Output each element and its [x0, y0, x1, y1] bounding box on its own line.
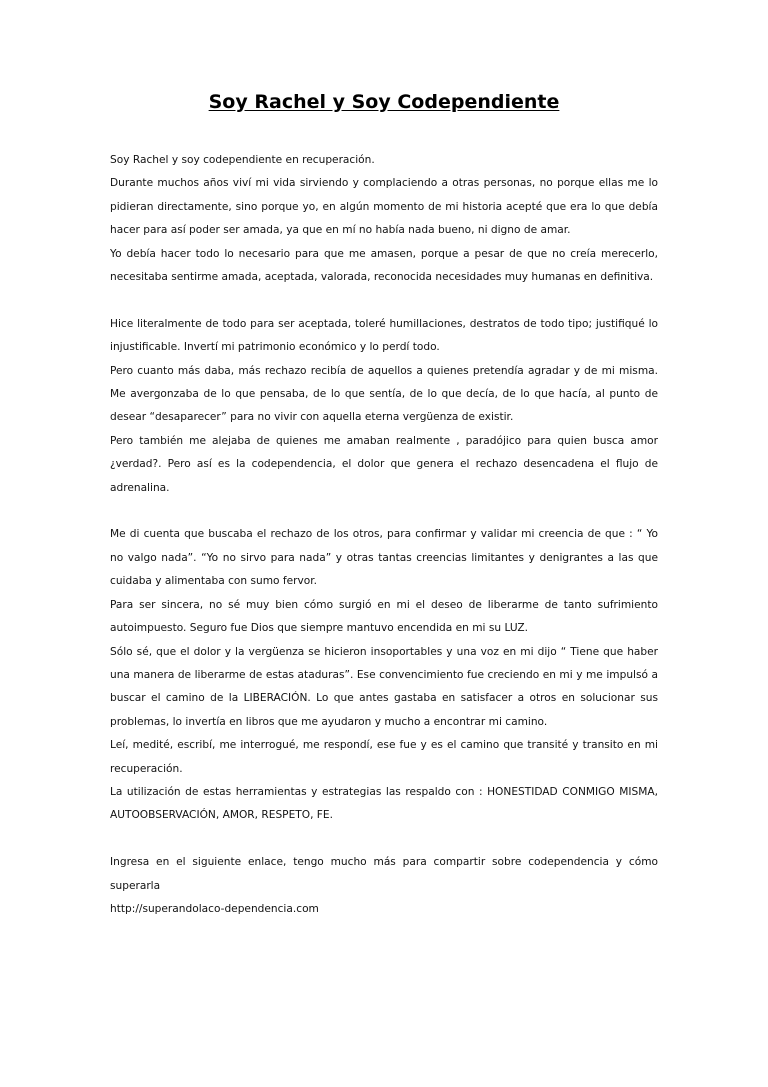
paragraph: Hice literalmente de todo para ser aceptada, toleré humillaciones, destratos de todo tipo; justifiqué lo injustificable. Invertí mi patrimonio económico y lo perdí todo. — [110, 317, 658, 354]
paragraph: Sólo sé, que el dolor y la vergüenza se hicieron insoportables y una voz en mi dijo “ Tiene que haber una manera de liberarme de estas ataduras”. Ese convencimiento fue creciendo en mi y me impulsó a buscar el camino de la LIBERACIÓN. Lo que antes gastaba en satisfacer a otros en solucionar sus problemas, lo invertía en libros que me ayudaron y mucho a encontrar mi camino. — [110, 645, 658, 728]
paragraph-gap — [110, 289, 658, 312]
paragraph-gap — [110, 500, 658, 523]
paragraph: La utilización de estas herramientas y estrategias las respaldo con : HONESTIDAD CONMIGO MISMA, AUTOOBSERVACIÓN, AMOR, RESPETO, FE. — [110, 785, 658, 822]
paragraph-gap — [110, 828, 658, 851]
paragraph: Ingresa en el siguiente enlace, tengo mucho más para compartir sobre codependencia y cómo superarla — [110, 856, 658, 892]
paragraph: Leí, medité, escribí, me interrogué, me respondí, ese fue y es el camino que transité y transito en mi recuperación. — [110, 739, 658, 775]
link-text: http://superandolaco-dependencia.com — [110, 902, 319, 915]
paragraph: Soy Rachel y soy codependiente en recuperación. — [110, 154, 375, 166]
paragraph: Yo debía hacer todo lo necesario para que me amasen, porque a pesar de que no creía merecerlo, necesitaba sentirme amada, aceptada, valorada, reconocida necesidades muy humanas en definitiva. — [110, 247, 658, 284]
paragraph: Pero cuanto más daba, más rechazo recibía de aquellos a quienes pretendía agradar y de mi misma. Me avergonzaba de lo que pensaba, de lo que sentía, de lo que decía, de lo que hacía, al punto de desear “desaparecer” para no vivir con aquella eterna vergüenza de existir. — [110, 364, 658, 424]
document-title: Soy Rachel y Soy Codependiente — [208, 91, 560, 113]
paragraph: Durante muchos años viví mi vida sirviendo y complaciendo a otras personas, no porque ellas me lo pidieran directamente, sino porque yo, en algún momento de mi historia acepté que era lo que debía hacer para así poder ser amada, ya que en mí no había nada bueno, ni digno de amar. — [110, 177, 658, 237]
paragraph: Para ser sincera, no sé muy bien cómo surgió en mi el deseo de liberarme de tanto sufrimiento autoimpuesto. Seguro fue Dios que siempre mantuvo encendida en mi su LUZ. — [110, 598, 658, 635]
paragraph: Me di cuenta que buscaba el rechazo de los otros, para confirmar y validar mi creencia de que : “ Yo no valgo nada”. “Yo no sirvo para nada” y otras tantas creencias limitantes y denigrantes a las que cuidaba y alimentaba con sumo fervor. — [110, 528, 658, 588]
document-body — [110, 149, 658, 921]
paragraph: Pero también me alejaba de quienes me amaban realmente , paradójico para quien busca amor ¿verdad?. Pero así es la codependencia, el dolor que genera el rechazo desencadena el flujo de adrenalina. — [110, 434, 658, 494]
